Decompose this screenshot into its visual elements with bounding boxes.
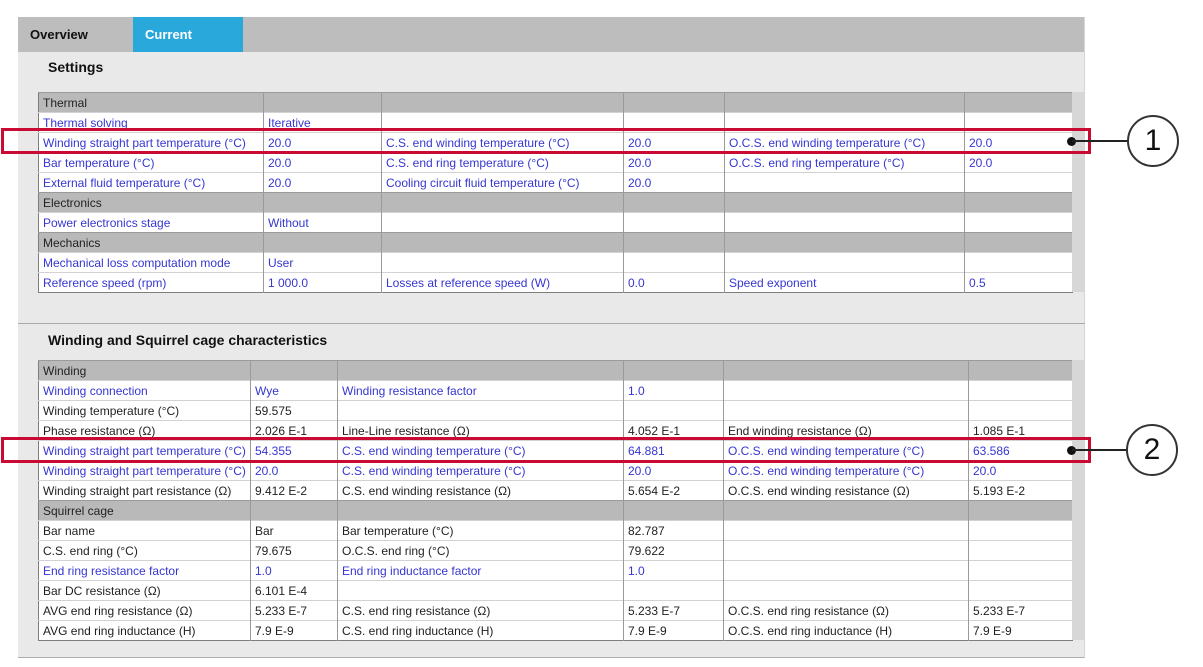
param-label: [382, 213, 624, 233]
param-value: [624, 213, 725, 233]
table-data-row: [39, 621, 1073, 641]
scrollbar-track: [1072, 360, 1084, 640]
param-label: [724, 581, 969, 601]
param-value: [969, 381, 1073, 401]
group-cell: [624, 193, 725, 213]
table-data-row: [39, 461, 1073, 481]
param-label: Speed exponent: [725, 273, 965, 293]
param-value[interactable]: 1.0: [624, 381, 724, 401]
param-label: O.C.S. end winding resistance (Ω): [724, 481, 969, 501]
param-value: 1.085 E-1: [969, 421, 1073, 441]
param-value[interactable]: User: [264, 253, 382, 273]
table-data-row: [39, 481, 1073, 501]
table-group-row: [39, 93, 1073, 113]
group-cell: [725, 193, 965, 213]
scrollbar-track: [1072, 92, 1084, 292]
param-value: 59.575: [251, 401, 338, 421]
group-cell: [624, 233, 725, 253]
tab-current[interactable]: Current: [133, 17, 243, 52]
group-cell: [969, 361, 1073, 381]
group-cell: [338, 501, 624, 521]
group-label: Squirrel cage: [39, 501, 251, 521]
table-group-row: [39, 501, 1073, 521]
param-label: Thermal solving: [39, 113, 264, 133]
callout-circle-2: 2: [1126, 424, 1178, 476]
param-label: End ring inductance factor: [338, 561, 624, 581]
param-label: Mechanical loss computation mode: [39, 253, 264, 273]
table-group-row: [39, 233, 1073, 253]
table-data-row: [39, 273, 1073, 293]
param-label: Winding resistance factor: [338, 381, 624, 401]
param-value[interactable]: 63.586: [969, 441, 1073, 461]
param-value: 2.026 E-1: [251, 421, 338, 441]
group-cell: [725, 233, 965, 253]
param-label: External fluid temperature (°C): [39, 173, 264, 193]
param-value: 79.622: [624, 541, 724, 561]
group-cell: [965, 233, 1073, 253]
param-label: C.S. end ring inductance (H): [338, 621, 624, 641]
param-label: Winding straight part temperature (°C): [39, 441, 251, 461]
group-cell: [965, 93, 1073, 113]
param-label: Bar temperature (°C): [338, 521, 624, 541]
group-cell: [724, 501, 969, 521]
param-value[interactable]: 20.0: [264, 173, 382, 193]
table-data-row: [39, 601, 1073, 621]
param-label: Cooling circuit fluid temperature (°C): [382, 173, 624, 193]
param-value[interactable]: 1.0: [251, 561, 338, 581]
param-label: O.C.S. end ring temperature (°C): [725, 153, 965, 173]
group-cell: [251, 501, 338, 521]
callout-circle-1: 1: [1127, 115, 1179, 167]
param-value: 4.052 E-1: [624, 421, 724, 441]
param-label: Phase resistance (Ω): [39, 421, 251, 441]
group-cell: [382, 93, 624, 113]
param-label: [725, 173, 965, 193]
param-value[interactable]: 20.0: [969, 461, 1073, 481]
param-value: [965, 173, 1073, 193]
param-label: Winding straight part temperature (°C): [39, 461, 251, 481]
param-label: AVG end ring resistance (Ω): [39, 601, 251, 621]
param-label: Power electronics stage: [39, 213, 264, 233]
param-value: [969, 521, 1073, 541]
param-value: 7.9 E-9: [624, 621, 724, 641]
group-cell: [338, 361, 624, 381]
settings-heading: Settings: [48, 59, 104, 75]
param-value: 5.193 E-2: [969, 481, 1073, 501]
param-label: Bar DC resistance (Ω): [39, 581, 251, 601]
param-value: [969, 581, 1073, 601]
tab-overview[interactable]: Overview: [30, 27, 88, 42]
param-value[interactable]: 0.0: [624, 273, 725, 293]
winding-cage-table: [38, 360, 1072, 641]
table-data-row: [39, 173, 1073, 193]
param-label: Line-Line resistance (Ω): [338, 421, 624, 441]
param-label: C.S. end winding temperature (°C): [338, 461, 624, 481]
param-label: O.C.S. end ring resistance (Ω): [724, 601, 969, 621]
param-value[interactable]: 20.0: [624, 461, 724, 481]
param-value[interactable]: Without: [264, 213, 382, 233]
param-value[interactable]: 20.0: [965, 133, 1073, 153]
param-label: O.C.S. end winding temperature (°C): [725, 133, 965, 153]
param-value[interactable]: 20.0: [264, 153, 382, 173]
group-label: Thermal: [39, 93, 264, 113]
tab-bar: [18, 17, 1084, 52]
param-value: 5.233 E-7: [251, 601, 338, 621]
param-label: O.C.S. end winding temperature (°C): [724, 441, 969, 461]
param-value: 6.101 E-4: [251, 581, 338, 601]
group-cell: [724, 361, 969, 381]
param-value: [624, 401, 724, 421]
table-group-row: [39, 361, 1073, 381]
param-value: [624, 581, 724, 601]
param-label: Winding straight part resistance (Ω): [39, 481, 251, 501]
table-data-row: [39, 381, 1073, 401]
group-cell: [725, 93, 965, 113]
param-value[interactable]: 0.5: [965, 273, 1073, 293]
group-label: Winding: [39, 361, 251, 381]
param-value[interactable]: 1.0: [624, 561, 724, 581]
param-value: 5.233 E-7: [969, 601, 1073, 621]
param-label: AVG end ring inductance (H): [39, 621, 251, 641]
table-data-row: [39, 521, 1073, 541]
highlight-box-2: [1, 437, 1091, 463]
group-cell: [382, 193, 624, 213]
group-cell: [264, 233, 382, 253]
param-value[interactable]: 54.355: [251, 441, 338, 461]
param-value: 9.412 E-2: [251, 481, 338, 501]
param-label: [724, 561, 969, 581]
param-value[interactable]: 20.0: [624, 133, 725, 153]
param-label: [724, 401, 969, 421]
param-label: Bar temperature (°C): [39, 153, 264, 173]
param-label: Reference speed (rpm): [39, 273, 264, 293]
group-cell: [624, 501, 724, 521]
highlight-box-1: [1, 128, 1091, 154]
param-label: C.S. end ring resistance (Ω): [338, 601, 624, 621]
group-cell: [264, 193, 382, 213]
param-value: [965, 253, 1073, 273]
table-data-row: [39, 253, 1073, 273]
param-value[interactable]: 64.881: [624, 441, 724, 461]
param-label: [338, 401, 624, 421]
param-value[interactable]: 20.0: [624, 173, 725, 193]
table-data-row: [39, 153, 1073, 173]
param-label: O.C.S. end ring (°C): [338, 541, 624, 561]
param-value[interactable]: 1 000.0: [264, 273, 382, 293]
param-label: Winding straight part temperature (°C): [39, 133, 264, 153]
group-cell: [624, 361, 724, 381]
group-cell: [624, 93, 725, 113]
param-label: [725, 253, 965, 273]
param-value: 5.654 E-2: [624, 481, 724, 501]
group-cell: [969, 501, 1073, 521]
table-data-row: [39, 401, 1073, 421]
param-value: 7.9 E-9: [251, 621, 338, 641]
param-value: 5.233 E-7: [624, 601, 724, 621]
settings-table: [38, 92, 1072, 293]
param-label: C.S. end winding temperature (°C): [338, 441, 624, 461]
param-label: O.C.S. end winding temperature (°C): [724, 461, 969, 481]
param-label: C.S. end ring (°C): [39, 541, 251, 561]
param-value: 79.675: [251, 541, 338, 561]
param-label: End ring resistance factor: [39, 561, 251, 581]
table-data-row: [39, 213, 1073, 233]
winding-cage-heading: Winding and Squirrel cage characteristics: [48, 332, 328, 348]
param-label: Winding temperature (°C): [39, 401, 251, 421]
param-value[interactable]: 20.0: [264, 133, 382, 153]
table-data-row: [39, 581, 1073, 601]
param-value: [624, 253, 725, 273]
param-value[interactable]: 20.0: [251, 461, 338, 481]
callout-leader-line: [1072, 140, 1128, 142]
param-label: O.C.S. end ring inductance (H): [724, 621, 969, 641]
param-label: [338, 581, 624, 601]
param-label: [724, 521, 969, 541]
param-value: [965, 213, 1073, 233]
param-value: [969, 561, 1073, 581]
param-value[interactable]: 20.0: [624, 153, 725, 173]
param-value: 82.787: [624, 521, 724, 541]
param-value: [969, 401, 1073, 421]
param-label: End winding resistance (Ω): [724, 421, 969, 441]
table-group-row: [39, 193, 1073, 213]
group-label: Electronics: [39, 193, 264, 213]
param-label: [725, 213, 965, 233]
table-data-row: [39, 561, 1073, 581]
param-label: [724, 541, 969, 561]
table-data-row: [39, 541, 1073, 561]
param-value[interactable]: 20.0: [965, 153, 1073, 173]
param-label: C.S. end winding resistance (Ω): [338, 481, 624, 501]
param-label: C.S. end winding temperature (°C): [382, 133, 624, 153]
param-value: Bar: [251, 521, 338, 541]
results-panel: [18, 17, 1085, 658]
param-label: C.S. end ring temperature (°C): [382, 153, 624, 173]
param-label: Losses at reference speed (W): [382, 273, 624, 293]
param-value[interactable]: Iterative: [264, 113, 382, 133]
group-label: Mechanics: [39, 233, 264, 253]
param-value: 7.9 E-9: [969, 621, 1073, 641]
param-label: [724, 381, 969, 401]
param-label: Bar name: [39, 521, 251, 541]
group-cell: [251, 361, 338, 381]
group-cell: [382, 233, 624, 253]
group-cell: [264, 93, 382, 113]
group-cell: [965, 193, 1073, 213]
param-value: [969, 541, 1073, 561]
param-label: [382, 253, 624, 273]
section-divider: [18, 323, 1085, 324]
param-label: Winding connection: [39, 381, 251, 401]
param-value[interactable]: Wye: [251, 381, 338, 401]
callout-leader-line: [1072, 449, 1128, 451]
